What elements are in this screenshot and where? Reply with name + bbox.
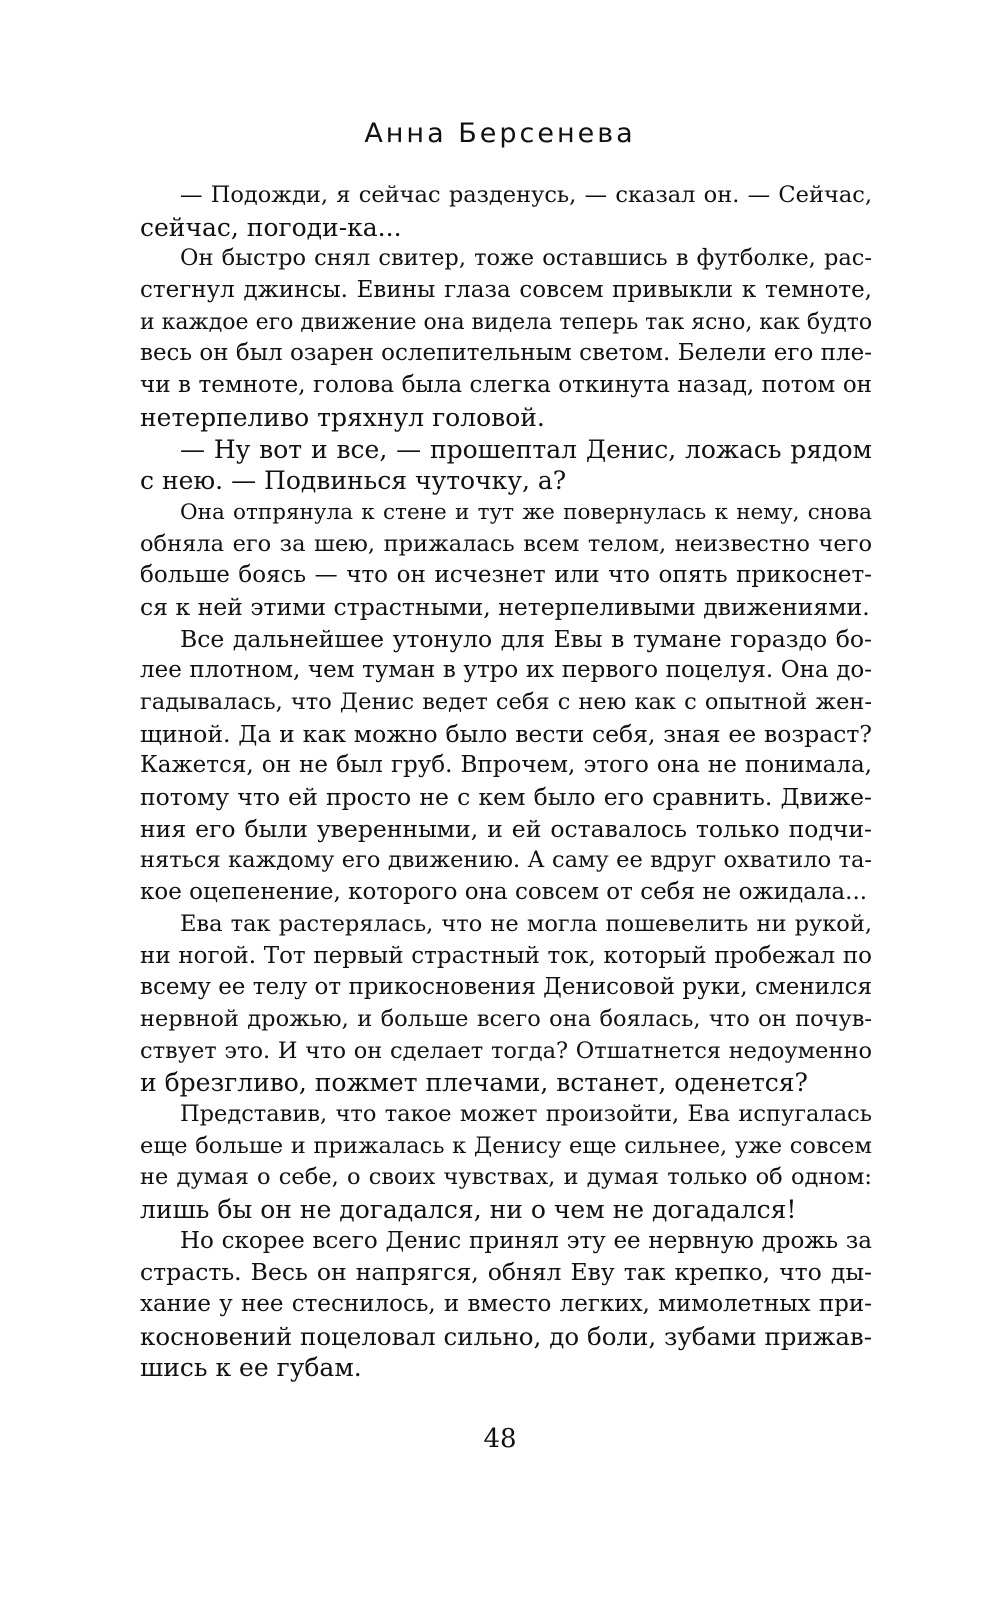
text-line: страсть. Весь он напрягся, обнял Еву так крепко, что ды- bbox=[140, 1258, 872, 1287]
text-line: гадывалась, что Денис ведет себя с нею как с опытной жен- bbox=[140, 689, 872, 715]
text-line: Все дальнейшее утонуло для Евы в тумане гораздо бо- bbox=[180, 624, 872, 653]
text-line: няться каждому его движению. А саму ее вдруг охватило та- bbox=[140, 847, 872, 874]
text-line: чи в темноте, голова была слегка откинута назад, потом он bbox=[140, 372, 872, 399]
text-line: косновений поцеловал сильно, до боли, зубами прижав- bbox=[140, 1321, 872, 1351]
text-line: лее плотном, чем туман в утро их первого поцелуя. Она до- bbox=[140, 657, 872, 684]
text-line: Он быстро снял свитер, тоже оставшись в футболке, рас- bbox=[180, 245, 872, 272]
text-line: кое оцепенение, которого она совсем от себя не ожидала... bbox=[140, 879, 868, 906]
text-line: ни ногой. Тот первый страстный ток, который пробежал по bbox=[140, 942, 872, 969]
text-line: Она отпрянула к стене и тут же повернулась к нему, снова bbox=[180, 499, 872, 525]
text-line: и брезгливо, пожмет плечами, встанет, оденется? bbox=[140, 1068, 808, 1098]
text-line: потому что ей просто не с кем было его сравнить. Движе- bbox=[140, 783, 872, 812]
text-line: лишь бы он не догадался, ни о чем не догадался! bbox=[140, 1195, 797, 1224]
text-line: — Ну вот и все, — прошептал Денис, ложась рядом bbox=[180, 434, 872, 464]
text-line: Ева так растерялась, что не могла пошевелить ни рукой, bbox=[180, 910, 872, 937]
text-line: стегнул джинсы. Евины глаза совсем привыкли к темноте, bbox=[140, 277, 872, 304]
text-line: ствует это. И что он сделает тогда? Отшатнется недоуменно bbox=[140, 1037, 872, 1064]
text-line: Но скорее всего Денис принял эту ее нервную дрожь за bbox=[180, 1227, 872, 1254]
text-line: Представив, что такое может произойти, Ева испугалась bbox=[180, 1100, 872, 1127]
text-line: ния его были уверенными, и ей оставалось только подчи- bbox=[140, 814, 872, 843]
text-line: весь он был озарен ослепительным светом. Белели его пле- bbox=[140, 340, 872, 367]
running-head: Анна Берсенева bbox=[364, 118, 636, 149]
text-line: щиной. Да и как можно было вести себя, зная ее возраст? bbox=[140, 719, 872, 748]
text-line: Кажется, он не был груб. Впрочем, этого она не понимала, bbox=[140, 752, 872, 779]
text-line: еще больше и прижалась к Денису еще сильнее, уже совсем bbox=[140, 1132, 872, 1159]
body-text bbox=[140, 180, 872, 1384]
text-line: — Подожди, я сейчас разденусь, — сказал он. — Сейчас, bbox=[180, 182, 872, 208]
text-line: нервной дрожью, и больше всего она боялась, что он почув- bbox=[140, 1005, 872, 1032]
text-line: больше боясь — что он исчезнет или что опять прикоснет- bbox=[140, 562, 872, 589]
text-line: хание у нее стеснилось, и вместо легких, мимолетных при- bbox=[140, 1291, 872, 1318]
page-number: 48 bbox=[483, 1424, 517, 1454]
text-line: не думая о себе, о своих чувствах, и думая только об одном: bbox=[140, 1164, 872, 1191]
text-line: и каждое его движение она видела теперь так ясно, как будто bbox=[140, 309, 873, 335]
text-line: ся к ней этими страстными, нетерпеливыми движениями. bbox=[140, 592, 870, 621]
text-line: обняла его за шею, прижалась всем телом, неизвестно чего bbox=[140, 530, 872, 557]
text-line: сейчас, погоди-ка... bbox=[140, 212, 402, 242]
text-line: с нею. — Подвинься чуточку, а? bbox=[140, 466, 567, 496]
text-line: шись к ее губам. bbox=[140, 1353, 362, 1383]
text-line: нетерпеливо тряхнул головой. bbox=[140, 402, 545, 432]
text-line: всему ее телу от прикосновения Денисовой руки, сменился bbox=[140, 974, 872, 1001]
